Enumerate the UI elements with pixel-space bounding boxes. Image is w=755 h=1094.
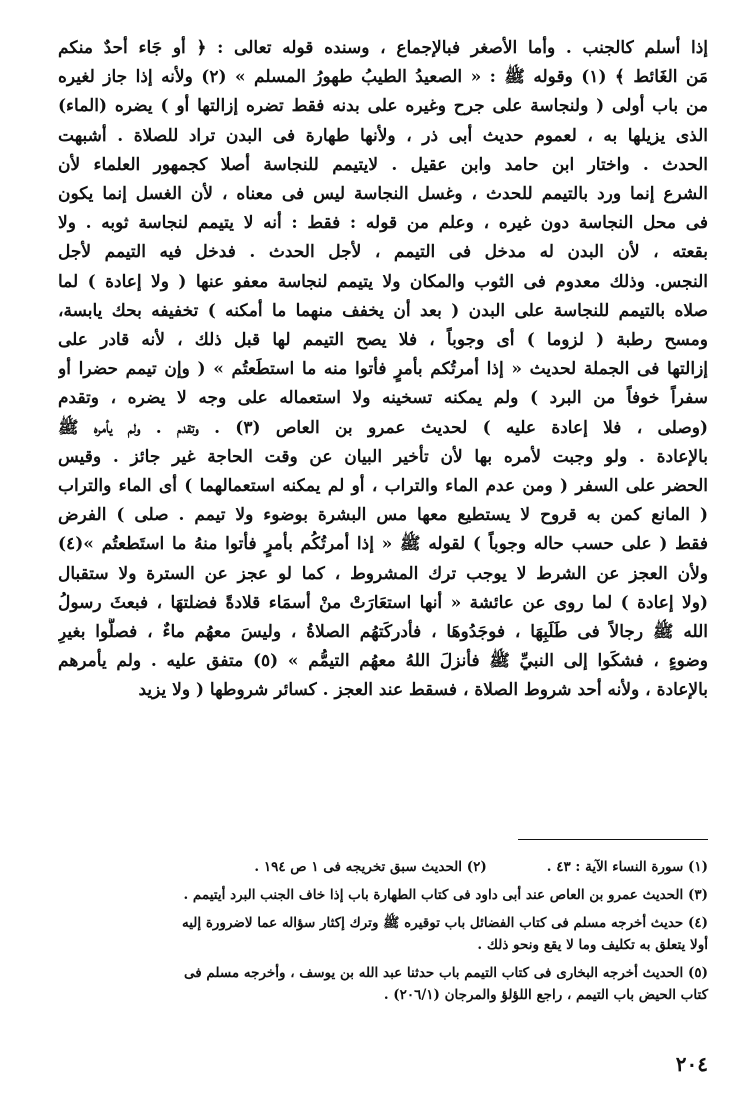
text-line: مَن الغَائط ﴾ (١) وقوله ﷺ : « الصعيدُ الطيبُ طهورُ المسلم » (٢) ولأنه إذا جاز لغيره: [58, 67, 708, 88]
footnotes-section: [58, 856, 708, 1006]
text-line: الحضر على السفر ( ومن عدم الماء والتراب ، أو لم يمكنه استعمالهما ) أى الماء والتراب: [58, 476, 708, 497]
text-line: الشرع إنما ورد بالتيمم للحدث ، وغسل النجاسة ليس فى معناه ، لأن الغسل إنما يكون: [58, 184, 708, 205]
footnote-3: (٣) الحديث عمرو بن العاص عند أبى داود فى كتاب الطهارة باب إذا خاف الجنب البرد أيتيمم .: [183, 887, 708, 903]
footnote-divider: [518, 839, 708, 840]
text-line: ( المانع كمن به قروح لا يستطيع معها مس البشرة بوضوء ولا تيمم . صلى ) الفرض: [58, 505, 708, 526]
footnote-2: (٢) الحديث سبق تخريجه فى ١ ص ١٩٤ .: [254, 859, 487, 875]
text-line: وضوءٍ ، فشكَوا إلى النبيِّ ﷺ فأنزلَ اللهُ معهُم التيمُّم » (٥) متفق عليه . ولم يأمرهم: [58, 651, 708, 672]
footnote-row: [58, 856, 708, 878]
text-line: إزالتها فى الجملة لحديث « إذا أمرتُكم بأمرٍ فأتوا منه ما استطَعتُم » ( وإن تيمم حضرا أو: [58, 359, 708, 380]
footnote-4: (٤) حديث أخرجه مسلم فى كتاب الفضائل باب توقيره ﷺ وترك إكثار سؤاله عما لاضرورة إليه: [181, 915, 708, 931]
book-page: [58, 34, 708, 1076]
text-line: فقط ( على حسب حاله وجوباً ) لقوله ﷺ « إذا أمرتُكُم بأمرٍ فأتوا منهُ ما استَطعتُم »(٤): [58, 534, 708, 555]
text-line: الله ﷺ رجالاً فى طَلَبِهَا ، فوجَدُوهَا ، فأدركَتهُم الصلاةُ ، وليسَ معهُم ماءٌ ، فصلُّوا بغيرِ: [58, 622, 708, 643]
text-line: بالإعادة . ولو وجبت لأمره بها لأن تأخير البيان عن وقت الحاجة غير جائز . وقيس: [58, 446, 708, 467]
main-text-body: [58, 34, 708, 706]
text-line: الذى يزيلها به ، لعموم حديث أبى ذر ، ولأنها طهارة فى البدن تراد للصلاة . أشبهت: [58, 125, 708, 146]
text-line: (ولا إعادة ) لما روى عن عائشة « أنها استعَارَتْ منْ أسمَاء قلادةً فضلتهَا ، فبعثَ رسولُ: [58, 592, 708, 613]
text-line: من باب أولى ( ولنجاسة على جرح وغيره على بدنه فقط تضره إزالتها أو ) يضره (الماء): [58, 96, 708, 117]
footnote-1: (١) سورة النساء الآية : ٤٣ .: [546, 859, 708, 875]
text-line: ولأن العجز عن الشرط لا يوجب ترك المشروط ، كما لو عجز عن السترة ولا ستقبال: [58, 563, 708, 584]
footnote-5-continued: كتاب الحيض باب التيمم ، راجع اللؤلؤ والمرجان (٢٠٦/١) .: [383, 987, 708, 1003]
footnote-5: (٥) الحديث أخرجه البخارى فى كتاب التيمم باب حدثنا عبد الله بن يوسف ، وأخرجه مسلم فى: [184, 965, 708, 981]
text-line: بقعته ، لأن البدن له مدخل فى التيمم ، لأجل الحدث . فدخل فيه التيمم لأجل: [58, 242, 708, 263]
text-line: ومسح رطبة ( لزوما ) أى وجوباً ، فلا يصح التيمم لها قبل ذلك ، لأنه قادر على: [58, 330, 708, 351]
text-line: صلاه بالتيمم للنجاسة على البدن ( بعد أن يخفف منهما ما أمكنه ) تخفيفه بحك يابسة،: [58, 300, 708, 321]
footnote-4-continued: أولا يتعلق به تكليف وما لا يقع ونحو ذلك .: [477, 937, 708, 953]
text-line: فى محل النجاسة دون غيره ، وعلم من قوله : فقط : أنه لا يتيمم لنجاسة ثوبه . ولا: [58, 213, 708, 234]
text-line: بالإعادة ، ولأنه أحد شروط الصلاة ، فسقط عند العجز . كسائر شروطها ( ولا يزيد: [138, 680, 708, 701]
text-line: سفراً خوفاً من البرد ) ولم يمكنه تسخينه ولا استعماله على وجه لا يضره ، وتقدم: [58, 388, 708, 409]
text-line: إذا أسلم كالجنب . وأما الأصغر فبالإجماع ، وسنده قوله تعالى : ﴿ أو جَاء أحدٌ منكم: [58, 38, 708, 58]
text-line: النجس. وذلك معدوم فى الثوب والمكان ولا يتيمم لنجاسة معفو عنها ( ولا إعادة ) لما: [58, 271, 708, 292]
page-number: ٢٠٤: [675, 1052, 708, 1076]
text-line: (وصلى ، فلا إعادة عليه ) لحديث عمرو بن العاص (٣) . وتقدم . ولم يأمره ﷺ: [58, 417, 708, 438]
text-line: الحدث . واختار ابن حامد وابن عقيل . لايتيمم للنجاسة أصلا كجمهور العلماء لأن: [58, 154, 708, 175]
